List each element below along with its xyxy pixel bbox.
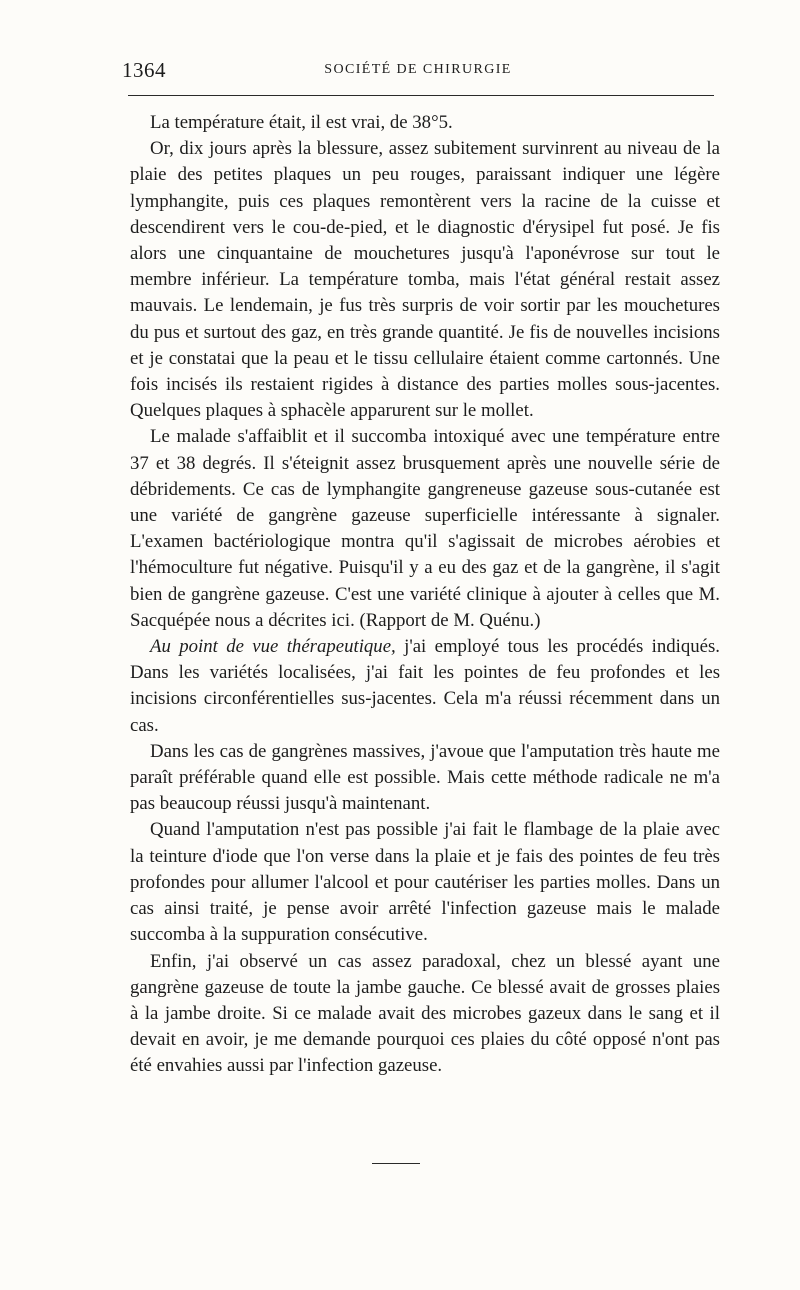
paragraph: Le malade s'affaiblit et il succomba intoxiqué avec une température entre 37 et 38 degrés. Il s'éteignit assez brusquement après une nouvelle série de débridements. Ce cas de lymphangite gangreneuse gazeuse sous-cutanée est une variété de gangrène gazeuse superficielle intéressante à signaler. L'examen bactériologique montra qu'il s'agissait de microbes aérobies et l'hémoculture fut négative. Puisqu'il y a eu des gaz et de la gangrène, il s'agit bien de gangrène gazeuse. C'est une variété clinique à ajouter à celles que M. Sacquépée nous a décrites ici. (Rapport de M. Quénu.) (130, 426, 720, 631)
page-header (122, 58, 714, 84)
paragraph: Or, dix jours après la blessure, assez subitement survinrent au niveau de la plaie des petites plaques un peu rouges, paraissant indiquer une légère lymphangite, puis ces plaques remontèrent vers la racine de la cuisse et descendirent vers le cou-de-pied, et le diagnostic d'érysipel fut posé. Je fis alors une cinquantaine de mouchetures jusqu'à l'aponévrose sur tout le membre inférieur. La température tomba, mais l'état général restait assez mauvais. Le lendemain, je fus très surpris de voir sortir par les mouchetures du pus et surtout des gaz, en très grande quantité. Je fis de nouvelles incisions et je constatai que la peau et le tissu cellulaire étaient comme cartonnés. Une fois incisés ils restaient rigides à distance des parties molles sous-jacentes. Quelques plaques à sphacèle apparurent sur le mollet. (130, 138, 720, 422)
section-end-rule (372, 1163, 420, 1164)
paragraph: Dans les cas de gangrènes massives, j'avoue que l'amputation très haute me paraît préférable quand elle est possible. Mais cette méthode radicale ne m'a pas beaucoup réussi jusqu'à maintenant. (130, 740, 720, 815)
header-rule (128, 95, 714, 96)
paragraph: Quand l'amputation n'est pas possible j'ai fait le flambage de la plaie avec la teinture d'iode que l'on verse dans la plaie et je fais des pointes de feu très profondes pour allumer l'alcool et pour cautériser les parties molles. Dans un cas ainsi traité, je pense avoir arrêté l'infection gazeuse mais le malade succomba à la suppuration consécutive. (130, 819, 720, 946)
paragraph (130, 634, 720, 739)
paragraph: La température était, il est vrai, de 38°5. (150, 112, 453, 133)
body-text (130, 110, 720, 1080)
page-number: 1364 (122, 58, 166, 82)
paragraph: Enfin, j'ai observé un cas assez paradoxal, chez un blessé ayant une gangrène gazeuse de toute la jambe gauche. Ce blessé avait de grosses plaies à la jambe droite. Si ce malade avait des microbes gazeux dans le sang et il devait en avoir, je me demande pourquoi ces plaies du côté opposé n'ont pas été envahies aussi par l'infection gazeuse. (130, 950, 720, 1077)
running-title: SOCIÉTÉ DE CHIRURGIE (324, 62, 512, 77)
emphasis-phrase: Au point de vue thérapeutique, (150, 636, 396, 658)
paragraph-text: j'ai employé tous les procédés indiqués. Dans les variétés localisées, j'ai fait les pointes de feu profondes et les incisions circonférentielles sus-jacentes. Cela m'a réussi récemment dans un cas. (130, 636, 720, 736)
